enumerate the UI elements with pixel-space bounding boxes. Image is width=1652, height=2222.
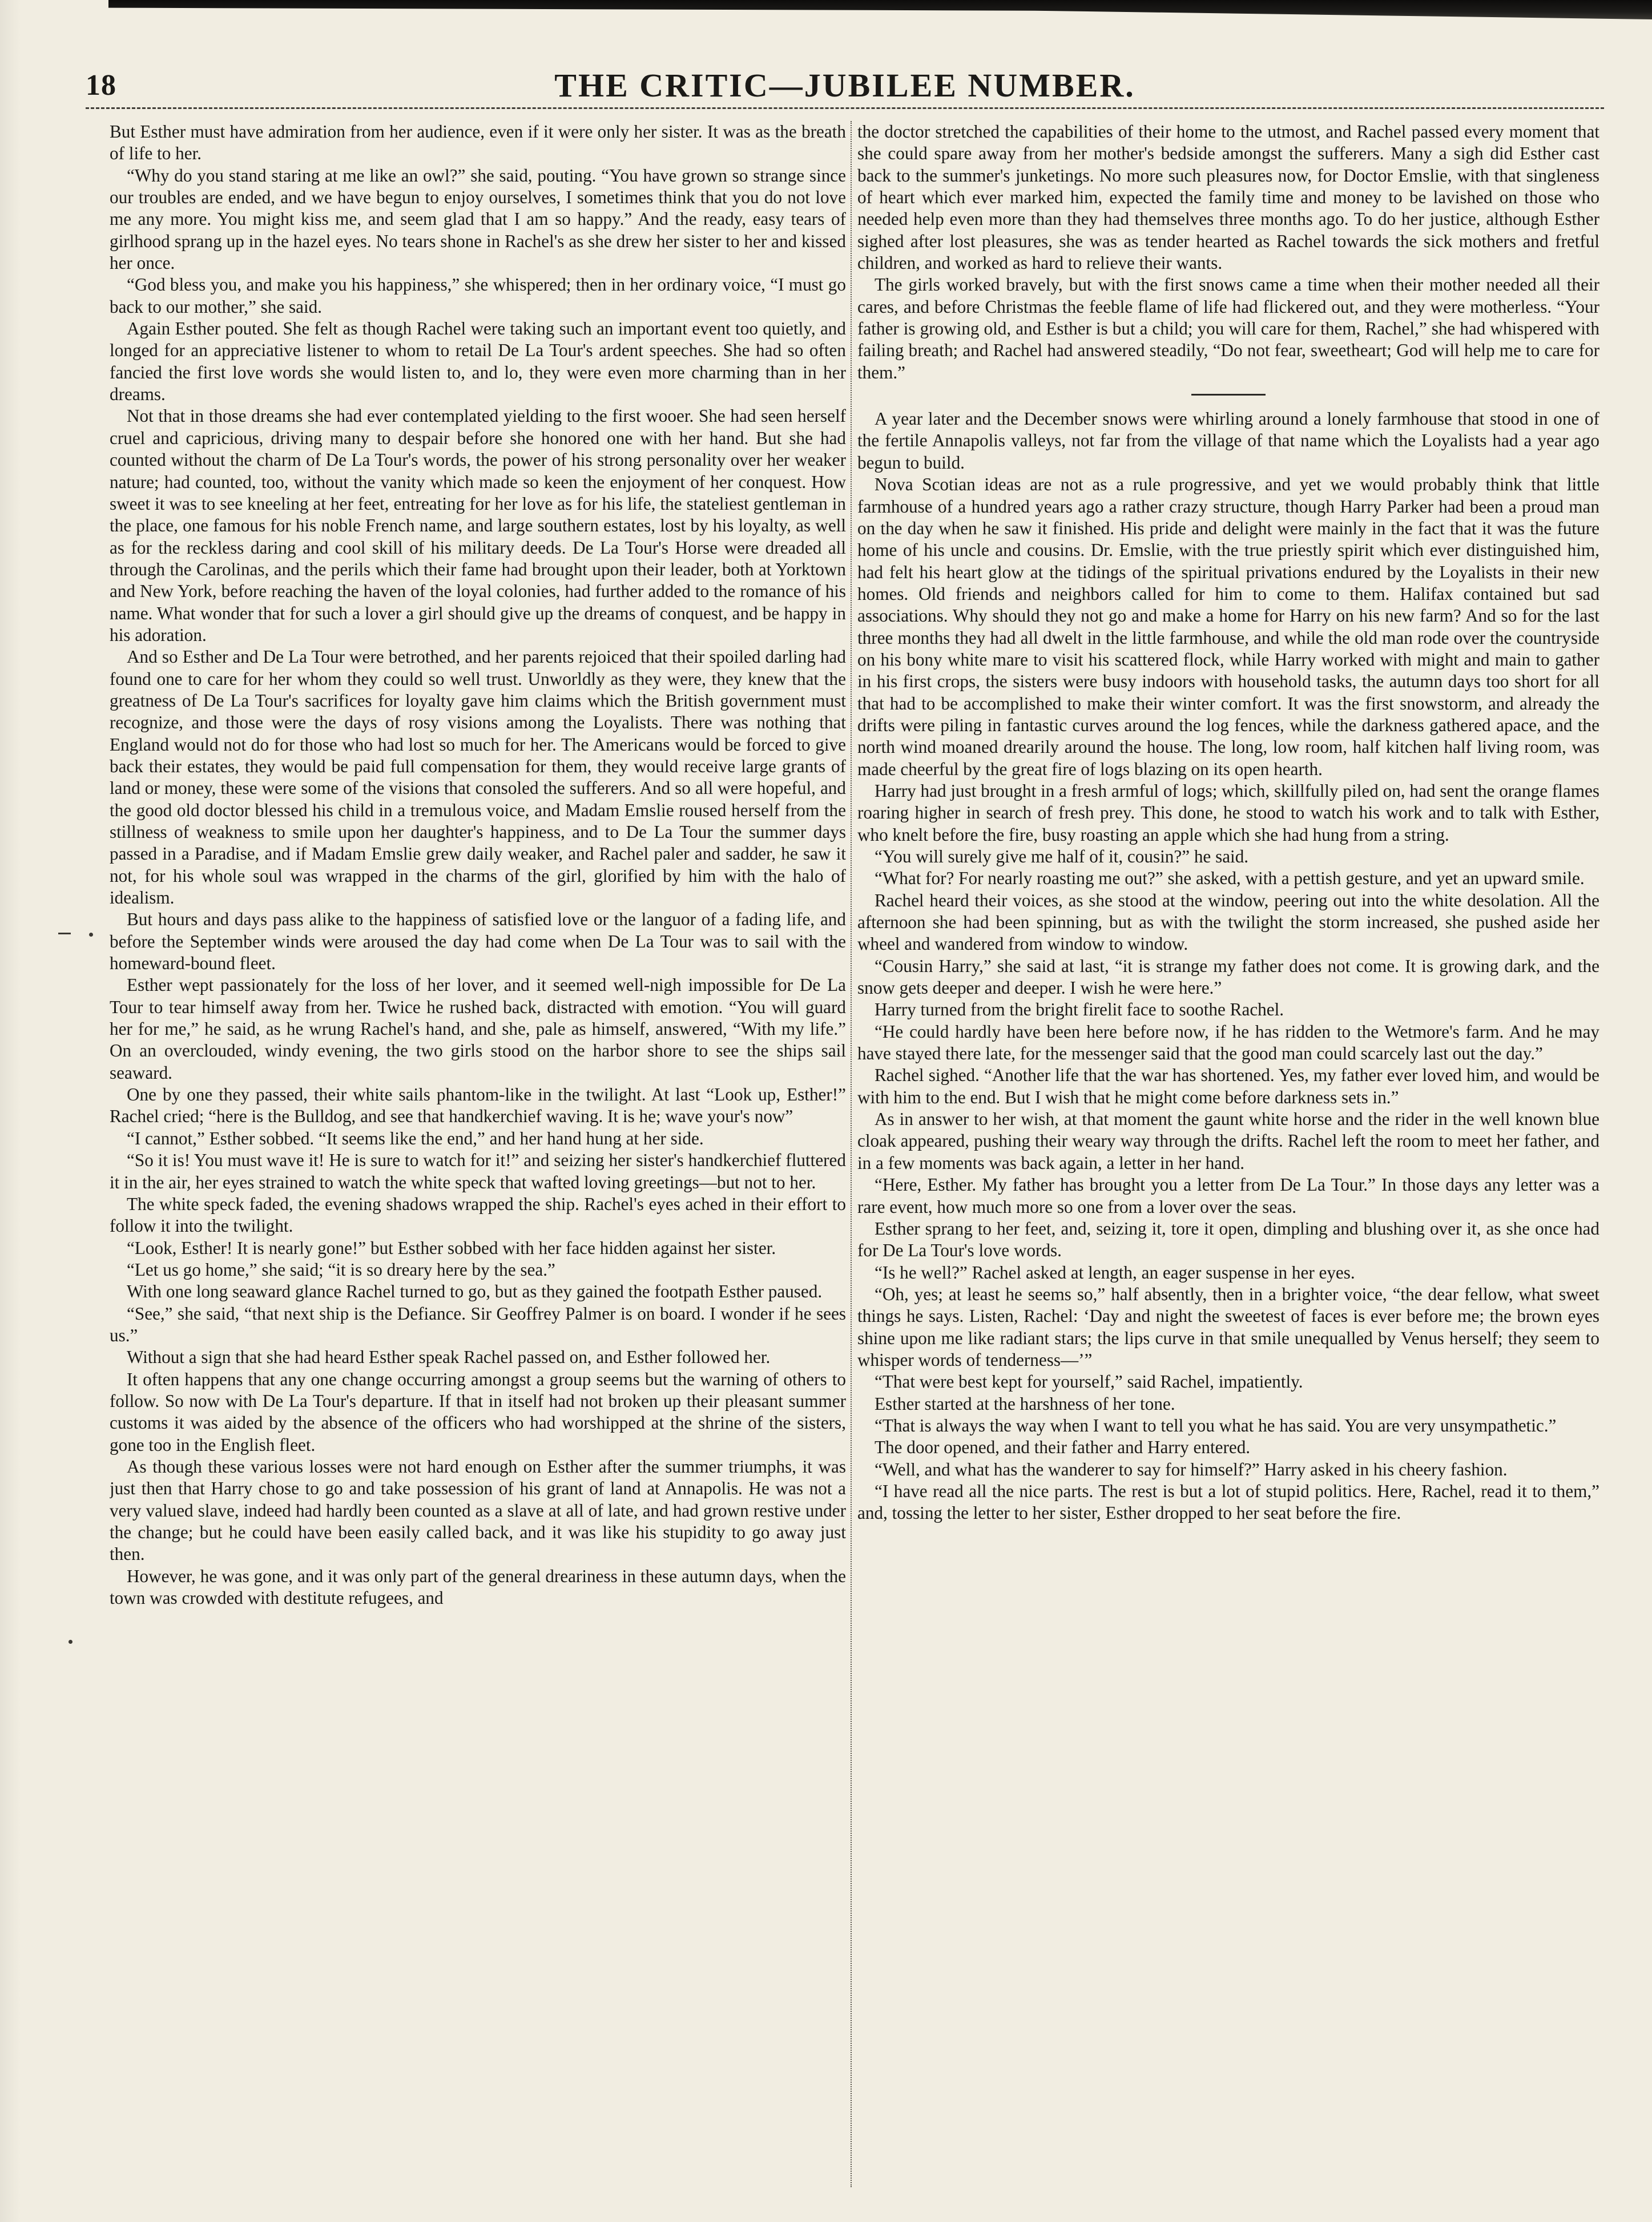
paragraph: “That were best kept for yourself,” said Rachel, impatiently. (875, 1372, 1303, 1392)
paragraph: But Esther must have admiration from her audience, even if it were only her sister. It was as the breath of life to her. (110, 122, 846, 164)
paragraph: As in answer to her wish, at that moment the gaunt white horse and the rider in the well known blue cloak appeared, pushing their weary way through the drifts. Rachel left the room to meet her father, and in a few moments was back again, a letter in her hand. (857, 1109, 1599, 1173)
paragraph: As though these various losses were not hard enough on Esther after the summer triumphs, it was just then that Harry chose to go and take possession of his grant of land at Annapolis. He was not a very valued slave, indeed had hardly been counted as a slave at all of late, and had grown restive under the change; but he could have been easily called back, and it was like his stupidity to go away just then. (110, 1456, 846, 1564)
paragraph: “Oh, yes; at least he seems so,” half absently, then in a brighter voice, “the dear fellow, what sweet things he says. Listen, Rachel: ‘Day and night the sweetest of faces is ever before me; the brown eyes shine upon me like radiant stars; the lips curve in that smile unequalled by Venus herself; they seem to whisper words of tenderness—’” (857, 1284, 1599, 1370)
paragraph: “Is he well?” Rachel asked at length, an eager suspense in her eyes. (875, 1262, 1355, 1283)
margin-mark-dash (58, 933, 71, 934)
paragraph: “Cousin Harry,” she said at last, “it is strange my father does not come. It is growing dark, and the snow gets deeper and deeper. I wish he were here.” (857, 955, 1599, 998)
paragraph: “I cannot,” Esther sobbed. “It seems like the end,” and her hand hung at her side. (127, 1128, 704, 1148)
page-number: 18 (86, 69, 116, 102)
paragraph: And so Esther and De La Tour were betrothed, and her parents rejoiced that their spoiled darling had found one to care for her whom they could so well trust. Unworldly as they were, they knew that the greatness of De La Tour's sacrifices for loyalty gave him claims which the British government must recognize, and those were the days of rosy visions among the Loyalists. There was nothing that England would not do for those who had lost so much for her. The Americans would be forced to give back their estates, they would be paid full compensation for them, they would receive large grants of land or money, these were some of the visions that consoled the sufferers. And so all were hopeful, and the good old doctor blessed his child in a tremulous voice, and Madam Emslie roused herself from the stillness of weakness to smile upon her daughter's happiness, and to De La Tour the summer days passed in a Paradise, and if Madam Emslie grew daily weaker, and Rachel paler and sadder, he saw it not, for his whole soul was wrapped in the charms of the girl, glorified by him with the halo of idealism. (110, 647, 846, 908)
paragraph: The door opened, and their father and Harry entered. (875, 1437, 1251, 1458)
left-column (110, 121, 846, 2187)
paragraph: “Here, Esther. My father has brought you a letter from De La Tour.” In those days any letter was a rare event, how much more so one from a lover over the seas. (857, 1175, 1599, 1217)
paragraph: Without a sign that she had heard Esther speak Rachel passed on, and Esther followed her. (127, 1347, 771, 1368)
column-divider (851, 121, 852, 2187)
paragraph: Harry had just brought in a fresh armful of logs; which, skillfully piled on, had sent the orange flames roaring higher in search of fresh prey. This done, he stood to watch his work and to talk with Esther, who knelt before the fire, busy roasting an apple which she had hung from a string. (857, 780, 1599, 845)
paragraph: Esther started at the harshness of her tone. (875, 1393, 1175, 1414)
paragraph: Harry turned from the bright firelit face to soothe Rachel. (875, 999, 1284, 1020)
paragraph: Esther wept passionately for the loss of her lover, and it seemed well-nigh impossible for De La Tour to tear himself away from her. Twice he rushed back, distracted with emotion. “You will guard her for me,” he said, as he wrung Rachel's hand, and she, pale as himself, answered, “With my life.” On an overclouded, windy evening, the two girls stood on the harbor shore to see the ships sail seaward. (110, 975, 846, 1083)
paragraph: Esther sprang to her feet, and, seizing it, tore it open, dimpling and blushing over it, as she once had for De La Tour's love words. (857, 1218, 1599, 1261)
paragraph: The white speck faded, the evening shadows wrapped the ship. Rachel's eyes ached in their effort to follow it into the twilight. (110, 1193, 846, 1236)
paragraph: “That is always the way when I want to tell you what he has said. You are very unsympathetic.” (875, 1415, 1557, 1435)
paragraph: “God bless you, and make you his happiness,” she whispered; then in her ordinary voice, “I must go back to our mother,” she said. (110, 275, 846, 317)
paragraph: A year later and the December snows were whirling around a lonely farmhouse that stood in one of the fertile Annapolis valleys, not far from the village of that name which the Loyalists had a year ago begun to build. (857, 409, 1599, 473)
paragraph: Rachel heard their voices, as she stood at the window, peering out into the white desolation. All the afternoon she had been spinning, but as with the twilight the storm increased, she pushed aside her wheel and wandered from window to window. (857, 890, 1599, 954)
paragraph: Again Esther pouted. She felt as though Rachel were taking such an important event too quietly, and longed for an appreciative listener to whom to retail De La Tour's ardent speeches. She had so often fancied the first love words she would listen to, and lo, they were even more charming than in her dreams. (110, 318, 846, 405)
paragraph: Nova Scotian ideas are not as a rule progressive, and yet we would probably think that little farmhouse of a hundred years ago a rather crazy structure, though Harry Parker had been a proud man on the day when he saw it finished. His pride and delight were mainly in the fact that it was the future home of his uncle and cousins. Dr. Emslie, with the true priestly spirit which ever distinguished him, had felt his heart glow at the tidings of the spiritual privations endured by the Loyalists in their new homes. Old friends and neighbors called for him to come to them. Halifax contained but sad associations. Why should they not go and make a home for Harry on his new farm? And so for the last three months they had all dwelt in the little farmhouse, and while the old man rode over the countryside on his bony white mare to visit his scattered flock, while Harry worked with might and main to gather in his first crops, the sisters were busy indoors with household tasks, the autumn days too short for all that had to be accomplished to make their winter comfort. It was the first snowstorm, and already the drifts were piling in fantastic curves around the log fences, while the darkness gathered apace, and the north wind moaned drearily around the house. The long, low room, half kitchen half living room, was made cheerful by the great fire of logs blazing on its open hearth. (857, 474, 1599, 779)
paragraph: “See,” she said, “that next ship is the Defiance. Sir Geoffrey Palmer is on board. I wonder if he sees us.” (110, 1303, 846, 1345)
paragraph: the doctor stretched the capabilities of their home to the utmost, and Rachel passed every moment that she could spare away from her mother's bedside amongst the sufferers. Many a sigh did Esther cast back to the summer's junketings. No more such pleasures now, for Doctor Emslie, with that singleness of heart which ever marked him, expected the family time and money to be lavished on those who needed help even more than they had themselves three months ago. To do her justice, although Esther sighed after lost pleasures, she was as tender hearted as Rachel towards the sick mothers and fretful children, and worked as hard to relieve their wants. (857, 122, 1599, 273)
paragraph: However, he was gone, and it was only part of the general dreariness in these autumn days, when the town was crowded with destitute refugees, and (110, 1566, 846, 1608)
section-break-rule (1191, 394, 1266, 396)
paragraph: The girls worked bravely, but with the first snows came a time when their mother needed all their cares, and before Christmas the feeble flame of life had flickered out, and they were motherless. “Your father is growing old, and Esther is but a child; you will care for them, Rachel,” she had whispered with failing breath; and Rachel had answered steadily, “Do not fear, sweetheart; God will help me to care for them.” (857, 275, 1599, 382)
paragraph: One by one they passed, their white sails phantom-like in the twilight. At last “Look up, Esther!” Rachel cried; “here is the Bulldog, and see that handkerchief waving. It is he; wave your's now” (110, 1084, 846, 1127)
header-rule (86, 107, 1604, 112)
margin-mark-dot (69, 1640, 72, 1644)
paragraph: But hours and days pass alike to the happiness of satisfied love or the languor of a fading life, and before the September winds were aroused the day had come when De La Tour was to sail with the homeward-bound fleet. (110, 909, 846, 974)
paragraph: “Well, and what has the wanderer to say for himself?” Harry asked in his cheery fashion. (875, 1459, 1508, 1479)
scan-edge-shadow (0, 0, 21, 2222)
paragraph: It often happens that any one change occurring amongst a group seems but the warning of others to follow. So now with De La Tour's departure. If that in itself had not broken up their pleasant summer customs it was aided by the absence of the officers who had worshipped at the shrine of the sisters, gone too in the English fleet. (110, 1369, 846, 1455)
margin-mark-dot (89, 933, 93, 937)
paragraph: “He could hardly have been here before now, if he has ridden to the Wetmore's farm. And he may have stayed there late, for the messenger said that the good man could scarcely last out the day.” (857, 1021, 1599, 1064)
paragraph: “Why do you stand staring at me like an owl?” she said, pouting. “You have grown so strange since our troubles are ended, and we have begun to enjoy ourselves, I sometimes think that you do not love me any more. You might kiss me, and seem glad that I am so happy.” And the ready, easy tears of girlhood sprang up in the hazel eyes. No tears shone in Rachel's as she drew her sister to her and kissed her once. (110, 165, 846, 273)
paragraph: “You will surely give me half of it, cousin?” he said. (875, 846, 1249, 866)
paragraph: “Look, Esther! It is nearly gone!” but Esther sobbed with her face hidden against her sister. (127, 1237, 776, 1258)
right-column (857, 121, 1599, 2187)
running-title: THE CRITIC—JUBILEE NUMBER. (554, 67, 1135, 104)
paragraph: Not that in those dreams she had ever contemplated yielding to the first wooer. She had seen herself cruel and capricious, driving many to despair before she honored one with her hand. But she had counted without the charm of De La Tour's words, the power of his strong personality over her weaker nature; had counted, too, without the vanity which made so keen the enjoyment of her conquest. How sweet it was to see kneeling at her feet, entreating for her love as for his life, the stateliest gentleman in the place, one famous for his noble French name, and large southern estates, lost by his loyalty, as well as for the reckless daring and cool skill of his military deeds. De La Tour's Horse were dreaded all through the Carolinas, and the perils which their fame had brought upon their leader, both at Yorktown and New York, before reaching the haven of the loyal colonies, had further added to the romance of his name. What wonder that for such a lover a girl should give up the dreams of conquest, and be happy in his adoration. (110, 406, 846, 645)
paragraph: “So it is! You must wave it! He is sure to watch for it!” and seizing her sister's handkerchief fluttered it in the air, her eyes strained to watch the white speck that wafted loving greetings—but not to her. (110, 1150, 846, 1192)
paragraph: “I have read all the nice parts. The rest is but a lot of stupid politics. Here, Rachel, read it to them,” and, tossing the letter to her sister, Esther dropped to her seat before the fire. (857, 1481, 1599, 1523)
paragraph: Rachel sighed. “Another life that the war has shortened. Yes, my father ever loved him, and would be with him to the end. But I wish that he might come before darkness sets in.” (857, 1065, 1599, 1107)
scan-top-bar (108, 0, 1652, 19)
paragraph: “Let us go home,” she said; “it is so dreary here by the sea.” (127, 1259, 555, 1280)
page-header (86, 63, 1604, 108)
paragraph: “What for? For nearly roasting me out?” she asked, with a pettish gesture, and yet an upward smile. (875, 868, 1585, 889)
paragraph: With one long seaward glance Rachel turned to go, but as they gained the footpath Esther paused. (127, 1281, 823, 1302)
